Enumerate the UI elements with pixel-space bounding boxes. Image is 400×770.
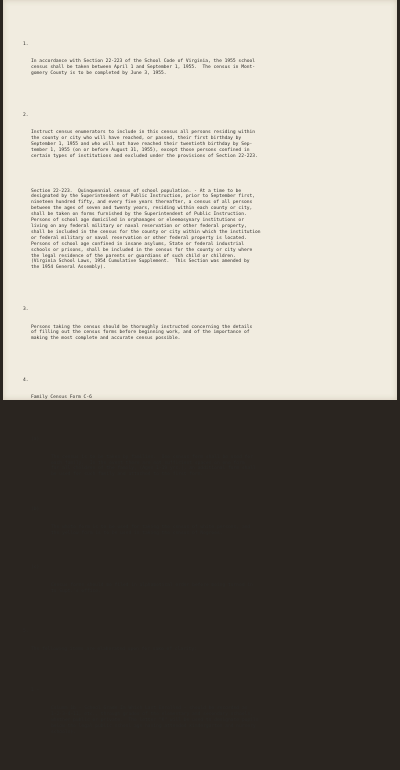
list-item-b [31,507,371,548]
section-5 [23,629,371,664]
item-label: (a) [31,436,40,442]
section-2 [23,112,371,283]
section-heading: Family Census Form C-6 [31,395,92,401]
list-item-c [31,565,371,606]
item-label: (c) [31,565,40,571]
item-label: 1 - [31,688,40,694]
section-4 [23,377,371,413]
section-number: 4. [23,377,29,383]
item-label: (b) [31,506,40,512]
section-1 [23,41,371,89]
section-text: In accordance with Section 22-223 of the School Code of Virginia, the 1955 school census shall be taken between April 1 and September 1, 1955. The census in Mont- gomery County is to be completed by June 3, 1955. [31,59,256,77]
document-page [3,0,397,735]
list-item-1 [31,688,371,747]
item-text: Column 1b - School Grade In Which Last Enrolled - should be recorded as 1-2-3-4-11, etc., through grades of the elementary and secondary schools, whether public or private. The letter "K" will be used to designate pupils below the legal public school age having attended kindergarten and nursery schools). [51,705,259,735]
section-number: 5. [23,629,29,635]
section-number: 3. [23,306,29,312]
item-text: Census forms should be filed in alphabetical order before being turned in to Supt.'s office. [51,582,253,594]
section-number: 2. [23,112,29,118]
section-22-223-text: Section 22-223. Quinquennial census of school population. - At a time to be designated by the Superintendent of Public Instruction, prior to September first, nineteen hundred fifty, and every five years thereafter, a census of all persons between the ages of seven and twenty years, residing within each county or city, shall be taken on forms furnished by the Superintendent of Public Instruction. Persons of school age domiciled in orphanages or eleemosynary institutions or living on any federal military or naval reservation or other federal property, shall be included in the census for the county or city within which the institution or federal military or naval reservation or other federal property is located. Persons of school age confined in insane asylums, State or federal industrial schools or prisons, shall be included in the census for the county or city where the legal residence of the parents or guardians of such child or children. (Virginia School Laws, 1954 Cumulative Supplement. This Section was amended by the 1954 General Assembly). [31,188,261,271]
section-3 [23,306,371,354]
section-text: Instruct census enumerators to include in this census all persons residing within the county or city who will have reached, or passed, their first birthday by September 1, 1955 and who will not have reached their twentieth birthday by Sep- tember 1, 1955 (on or before August 31, 1955), except those persons confined in certain types of institutions and excluded under the provisions of Section 22-223. [31,130,258,160]
document-body [23,24,371,770]
item-text: The white form is to be used for taking the census of white persons, and the yellow form is to be used in taking the census of Negroes. [51,524,251,536]
section-number: 1. [23,41,29,47]
section-text: The following items are elaborated upon for sake of clarity: [31,646,197,652]
item-text: The census is to be taken by families. One census form shall be used for each family. In the event there are not sufficient spaces on one form for all children of the family, (Ages 1-19 yrs.), an additional form shall be used for such family and attached to the first form. [51,454,256,478]
list-item-a [31,437,371,490]
section-text: Persons taking the census should be thoroughly instructed concerning the details of filling out the census forms before beginning work, and of the importance of making the most complete and accurate census possible. [31,324,253,342]
